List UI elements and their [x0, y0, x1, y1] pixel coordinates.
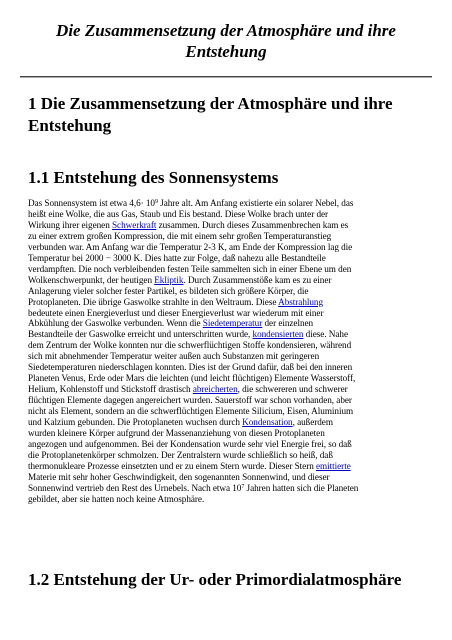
text-line: verdampften. Die noch verbleibenden festen Teile sammelten sich in einer Ebene um den: [28, 263, 352, 274]
text-line: angezogen und aufgenommen. Bei der Kondensation wurde sehr viel Energie frei, so daß: [28, 438, 352, 449]
text-line: Wirkung ihrer eigenen Schwerkraft zusammen. Durch dieses Zusammenbrechen kam es: [28, 219, 349, 230]
chapter-heading: 1 Die Zusammensetzung der Atmosphäre und ihre Entstehung: [28, 94, 393, 135]
text-line: Sonnenwind vertrieb den Rest des Urnebels. Nach etwa $10^7$ Jahren hatten sich die Planeten: [28, 482, 359, 493]
text-line: heißt eine Wolke, die aus Gas, Staub und Eis bestand. Diese Wolke brach unter der: [28, 208, 329, 219]
link-emittierte[interactable]: emittierte: [316, 460, 351, 471]
link-kondensation[interactable]: Kondensation: [242, 417, 293, 428]
document-title: Die Zusammensetzung der Atmosphäre und ihre Entstehung: [56, 21, 396, 61]
text-line: flüchtigen Elemente dagegen angereichert wurden. Sauerstoff war schon vorhanden, aber: [28, 395, 352, 406]
text-line: Protoplaneten. Die übrige Gaswolke strahlte in den Weltraum. Diese Abstrahlung: [28, 296, 323, 307]
link-abreicherten[interactable]: abreicherten: [192, 384, 238, 395]
text-line: Temperatur bei 2000 − 3000 K. Dies hatte zur Folge, daß nahezu alle Bestandteile: [28, 252, 326, 263]
text-line: verbunden war. Am Anfang war die Temperatur 2-3 K, am Ende der Kompression lag die: [28, 241, 353, 252]
text-line: Anlagerung vieler solcher fester Partikel, es bildeten sich größere Körper, die: [28, 285, 309, 296]
exponent: 7: [241, 483, 245, 490]
section-heading-1-2: 1.2 Entstehung der Ur- oder Primordialatmosphäre: [28, 570, 402, 589]
text-line: Siedetemperaturen niederschlagen konnten. Dies ist der Grund dafür, daß bei den inneren: [28, 362, 353, 373]
text-line: und Kalzium gebunden. Die Protoplaneten wuchsen durch Kondensation, außerdem: [28, 417, 333, 428]
text-line: nicht als Element, sondern an die schwerflüchtigen Elemente Silicium, Eisen, Aluminium: [28, 406, 354, 417]
text-line: die Protoplanetenkörper schmolzen. Der Zentralstern wurde schließlich so heiß, daß: [28, 449, 333, 460]
link-ekliptik[interactable]: Ekliptik: [154, 274, 184, 285]
link-schwerkraft[interactable]: Schwerkraft: [112, 219, 157, 230]
text-line: Planeten Venus, Erde oder Mars die leichten (und leicht flüchtigen) Elemente Wasserstoff,: [28, 373, 356, 384]
text-line: Wolkenschwerpunkt, der heutigen Ekliptik. Durch Zusammenstöße kam es zu einer: [28, 274, 332, 285]
link-siedetemperatur[interactable]: Siedetemperatur: [202, 318, 263, 329]
text-line: Materie mit sehr hoher Geschwindigkeit, den sogenannten Sonnenwind, und dieser: [28, 471, 330, 482]
text-line: bedeutete einen Energieverlust und dieser Energieverlust war wiederum mit einer: [28, 307, 324, 318]
text-line: Abkühlung der Gaswolke verbunden. Wenn die Siedetemperatur der einzelnen: [28, 318, 314, 329]
text-line: Helium, Kohlenstoff und Stickstoff drastisch abreicherten, die schwereren und schwerer: [28, 384, 348, 395]
text-line: gebildet, aber sie hatten noch keine Atmosphäre.: [28, 493, 205, 504]
exponent: 9: [154, 199, 158, 205]
text-line: wurden kleinere Körper aufgrund der Massenanziehung von diesen Protoplaneten: [28, 428, 325, 439]
text-line: Das Sonnensystem ist etwa $4,6\cdot 10^9$ Jahre alt. Am Anfang existierte ein solarer Nebel, das: [28, 198, 354, 208]
text-line: dem Zentrum der Wolke konnten nur die schwerflüchtigen Stoffe kondensieren, während: [28, 340, 352, 351]
body-paragraph: [28, 198, 430, 505]
section-heading-1-1: 1.1 Entstehung des Sonnensystems: [28, 168, 279, 187]
text-line: sich mit abnehmender Temperatur weiter außen auch Substanzen mit geringeren: [28, 351, 320, 362]
title-divider: [20, 76, 432, 78]
link-abstrahlung[interactable]: Abstrahlung: [278, 296, 323, 307]
link-kondensierten[interactable]: kondensierten: [252, 329, 304, 340]
text-line: Bestandteile der Gaswolke erreicht und unterschritten wurde, kondensierten diese. Nahe: [28, 329, 348, 340]
text-line: thermonukleare Prozesse einsetzten und er zu einem Stern wurde. Dieser Stern emittierte: [28, 460, 351, 471]
text-line: zu einer extrem großen Kompression, die mit einem sehr großen Temperaturanstieg: [28, 230, 332, 241]
